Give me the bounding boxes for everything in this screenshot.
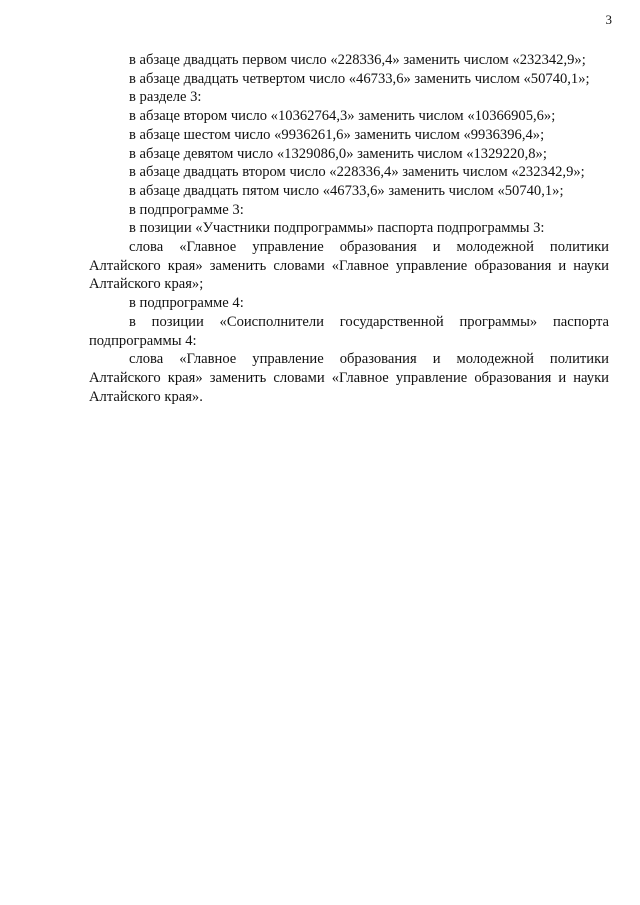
paragraph-4: в абзаце втором число «10362764,3» заменить числом «10366905,6»; (129, 108, 556, 125)
paragraph-5: в абзаце шестом число «9936261,6» заменить числом «9936396,4»; (129, 126, 545, 143)
paragraph-7: в абзаце двадцать втором число «228336,4» заменить числом «232342,9»; (129, 164, 585, 181)
paragraph-6: в абзаце девятом число «1329086,0» заменить числом «1329220,8»; (129, 145, 547, 162)
document-body (89, 51, 609, 406)
paragraph-11: слова «Главное управление образования и молодежной политики Алтайского края» заменить словами «Главное управление образования и науки Алтайского края»; (89, 239, 609, 293)
paragraph-9: в подпрограмме 3: (129, 201, 244, 218)
paragraph-10: в позиции «Участники подпрограммы» паспорта подпрограммы 3: (129, 220, 545, 237)
paragraph-1: в абзаце двадцать первом число «228336,4» заменить числом «232342,9»; (129, 52, 586, 68)
paragraph-13: в позиции «Соисполнители государственной программы» паспорта подпрограммы 4: (89, 313, 609, 349)
page-number: 3 (605, 12, 612, 27)
paragraph-2: в абзаце двадцать четвертом число «46733,6» заменить числом «50740,1»; (129, 70, 590, 87)
paragraph-14: слова «Главное управление образования и молодежной политики Алтайского края» заменить словами «Главное управление образования и науки Алтайского края». (89, 351, 609, 405)
paragraph-8: в абзаце двадцать пятом число «46733,6» заменить числом «50740,1»; (129, 182, 564, 199)
paragraph-12: в подпрограмме 4: (129, 295, 244, 312)
paragraph-3: в разделе 3: (129, 89, 202, 106)
